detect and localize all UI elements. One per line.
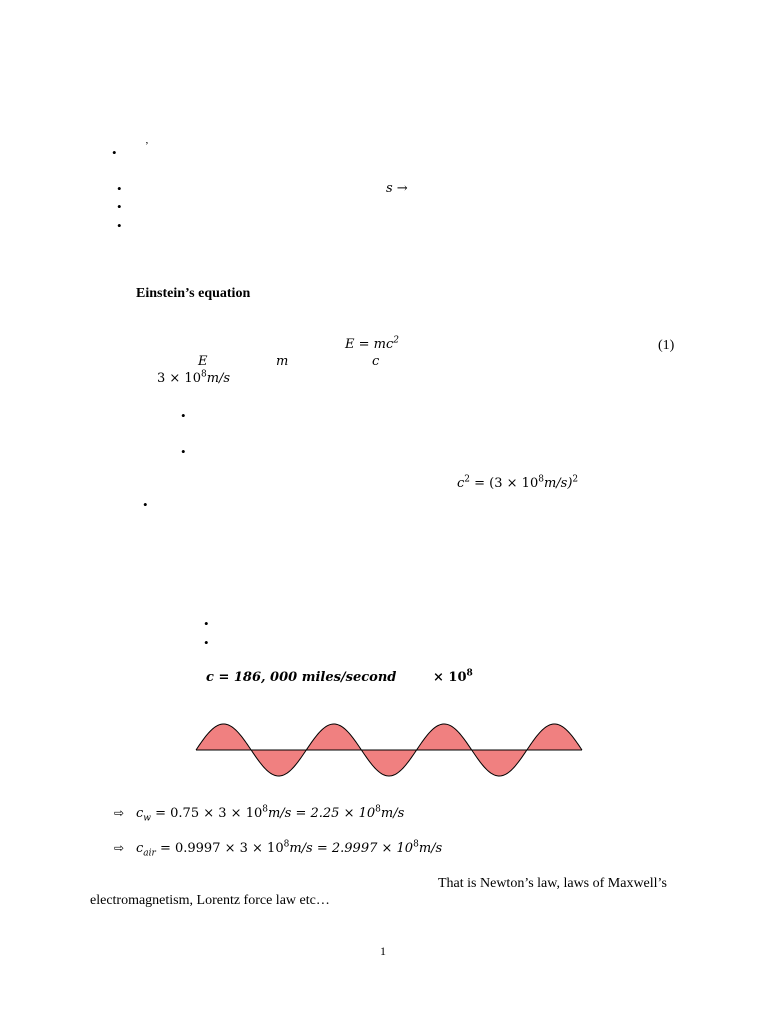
air-exp-a: 8 (283, 839, 290, 850)
water-unit: m/s (380, 806, 405, 821)
section-heading: Einstein’s equation (136, 286, 251, 301)
speed-of-light-value (157, 371, 230, 386)
paragraph-line-1: That is Newton’s law, laws of Maxwell’s (438, 876, 667, 891)
c-symbol: c (136, 806, 144, 821)
outer-exponent: 2 (572, 474, 579, 485)
multiplier-text: × 10 (433, 670, 467, 685)
list-bullet: • (117, 199, 122, 214)
list-bullet: • (204, 635, 209, 650)
inline-math-fragment: s → (386, 181, 408, 196)
list-bullet: • (117, 181, 122, 196)
speed-unit: m/s (206, 371, 231, 386)
water-exp-b: 8 (375, 804, 381, 815)
sine-wave-figure (194, 718, 584, 778)
list-bullet: • (117, 218, 122, 233)
speed-base: 3 × 10 (157, 371, 201, 386)
list-bullet: • (204, 616, 209, 631)
ten-exponent: 8 (538, 474, 544, 485)
c-symbol: c (136, 841, 144, 856)
water-subscript: w (143, 813, 151, 824)
c-squared-unit: m/s) (543, 476, 573, 491)
list-bullet: • (143, 497, 148, 512)
list-bullet: • (181, 444, 186, 459)
air-expr-b: m/s = 2.9997 × 10 (289, 841, 414, 856)
speed-exponent: 8 (200, 369, 207, 380)
c-exponent: 2 (464, 474, 471, 485)
variable-mass: m (276, 354, 289, 369)
c-squared-equation (457, 476, 578, 491)
air-expr-a: = 0.9997 × 3 × 10 (155, 841, 284, 856)
speed-miles-value: c = 186, 000 miles/second (206, 670, 397, 685)
c-squared-middle: = (3 × 10 (470, 476, 539, 491)
variable-speed: c (372, 354, 380, 369)
arrow-icon: ⇨ (114, 841, 125, 855)
air-exp-b: 8 (413, 839, 419, 850)
water-expr-a: = 0.75 × 3 × 10 (151, 806, 263, 821)
equation-formula (345, 337, 399, 352)
speed-miles-multiplier (433, 670, 473, 685)
water-exp-a: 8 (262, 804, 268, 815)
c-symbol: c (457, 476, 465, 491)
variable-energy: E (198, 354, 208, 369)
air-unit: m/s (418, 841, 443, 856)
list-bullet: • (112, 145, 117, 160)
water-expr-b: m/s = 2.25 × 10 (267, 806, 376, 821)
equation-text: E = mc (345, 337, 394, 352)
air-subscript: air (143, 848, 156, 859)
equation-number: (1) (658, 338, 675, 353)
page-number: 1 (380, 944, 386, 958)
equation-exponent: 2 (393, 335, 399, 346)
paragraph-line-2: electromagnetism, Lorentz force law etc… (90, 893, 330, 908)
stray-apostrophe: ’ (145, 140, 149, 152)
list-bullet: • (181, 408, 186, 423)
arrow-icon: ⇨ (114, 806, 125, 820)
water-speed-equation (136, 804, 405, 824)
multiplier-exponent: 8 (466, 668, 473, 679)
air-speed-equation (136, 839, 443, 859)
